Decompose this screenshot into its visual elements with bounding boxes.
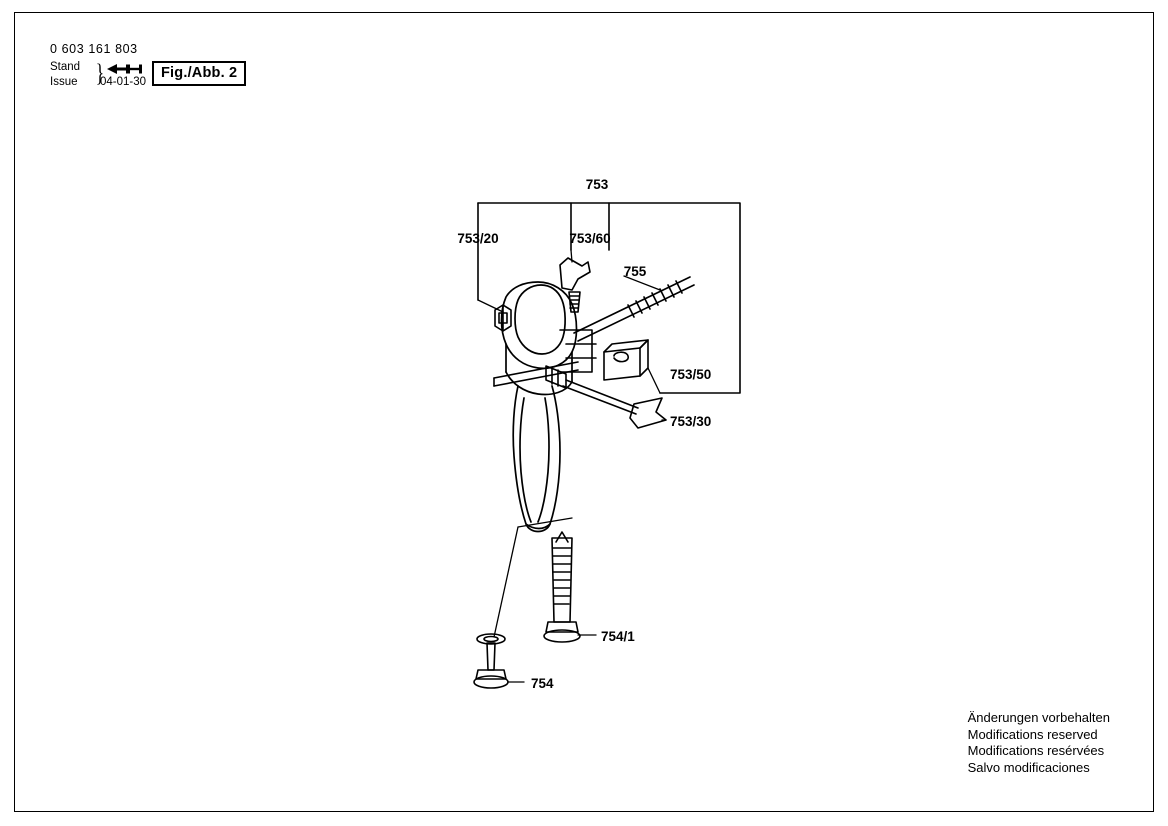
part-depth-stop-754-1 bbox=[544, 532, 580, 642]
footer-line-es: Salvo modificaciones bbox=[967, 759, 1090, 775]
stand-label: Stand bbox=[50, 61, 81, 73]
issue-date: 04-01-30 bbox=[100, 76, 147, 88]
footer-line-fr: Modifications resérvées bbox=[967, 743, 1105, 758]
clamp-ear bbox=[560, 330, 596, 372]
issue-label: Issue bbox=[50, 76, 78, 88]
callout-label-753-20: 753/20 bbox=[457, 231, 499, 246]
callout-label-754: 754 bbox=[531, 676, 554, 691]
callout-label-753: 753 bbox=[585, 177, 609, 192]
footer-disclaimer bbox=[968, 710, 1110, 776]
figure-badge: Fig./Abb. 2 bbox=[152, 61, 246, 86]
brace-glyph: } bbox=[95, 60, 105, 87]
callout-label-754-1: 754/1 bbox=[601, 629, 635, 644]
footer-line-de: Änderungen vorbehalten bbox=[967, 710, 1110, 725]
grip-handle bbox=[513, 386, 560, 532]
callout-label-753-30: 753/30 bbox=[670, 414, 712, 429]
footer-line-en: Modifications reserved bbox=[967, 726, 1098, 742]
callout-label-753-60: 753/60 bbox=[569, 231, 611, 246]
part-wing-screw-753-30 bbox=[546, 366, 666, 428]
callout-label-753-50: 753/50 bbox=[670, 367, 712, 382]
document-number: 0 603 161 803 bbox=[50, 42, 138, 56]
part-block-753-50 bbox=[604, 340, 648, 380]
part-depth-stop-754 bbox=[474, 634, 508, 688]
part-screw-753-60 bbox=[560, 258, 590, 312]
callout-label-755: 755 bbox=[623, 264, 647, 279]
